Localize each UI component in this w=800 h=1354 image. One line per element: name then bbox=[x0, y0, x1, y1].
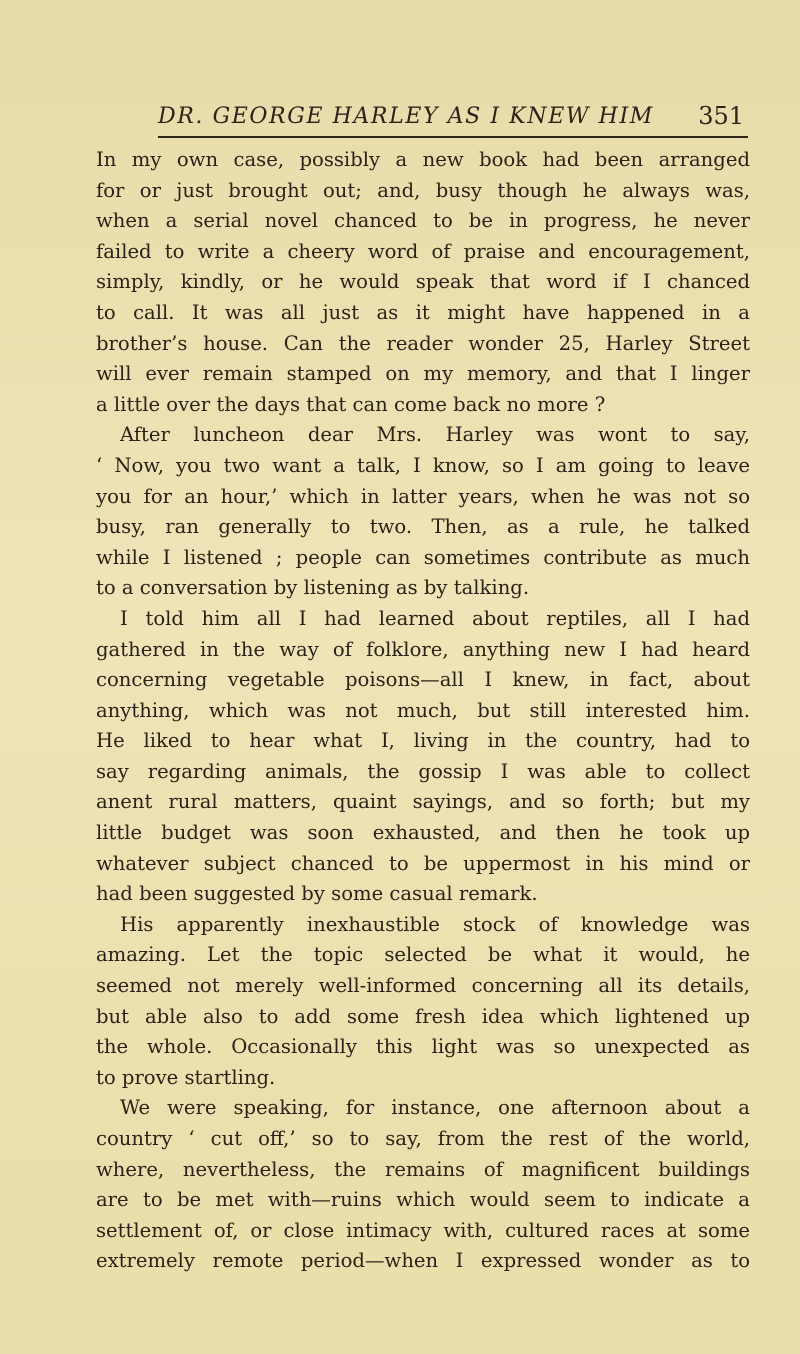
text-line: are to be met with—ruins which would seem to indicate a bbox=[96, 1188, 750, 1212]
text-line: brother’s house. Can the reader wonder 25, Harley Street bbox=[96, 331, 750, 355]
text-line: He liked to hear what I, living in the country, had to bbox=[96, 729, 750, 753]
text-line: simply, kindly, or he would speak that word if I chanced bbox=[96, 270, 750, 294]
text-line: anent rural matters, quaint sayings, and so forth; but my bbox=[96, 790, 750, 814]
text-line: settlement of, or close intimacy with, cultured races at some bbox=[96, 1218, 750, 1242]
text-line: In my own case, possibly a new book had been arranged bbox=[96, 148, 750, 171]
text-line: to call. It was all just as it might have happened in a bbox=[96, 300, 750, 324]
text-line: concerning vegetable poisons—all I knew, in fact, about bbox=[96, 668, 750, 692]
text-line: when a serial novel chanced to be in progress, he never bbox=[96, 209, 750, 233]
text-line: seemed not merely well-informed concerning all its details, bbox=[96, 974, 750, 998]
text-line: say regarding animals, the gossip I was able to collect bbox=[96, 759, 750, 783]
text-line: while I listened ; people can sometimes contribute as much bbox=[96, 545, 750, 569]
text-line: anything, which was not much, but still interested him. bbox=[96, 698, 750, 722]
text-line: gathered in the way of folklore, anything new I had heard bbox=[96, 637, 750, 661]
text-line: a little over the days that can come back no more ? bbox=[96, 392, 606, 416]
text-line: country ‘ cut off,’ so to say, from the rest of the world, bbox=[96, 1127, 750, 1150]
text-line: to prove startling. bbox=[96, 1065, 276, 1089]
text-line: little budget was soon exhausted, and then he took up bbox=[96, 821, 750, 845]
text-line: whatever subject chanced to be uppermost in his mind or bbox=[96, 851, 750, 875]
running-title: DR. GEORGE HARLEY AS I KNEW HIM bbox=[158, 104, 654, 129]
text-line: busy, ran generally to two. Then, as a rule, he talked bbox=[96, 515, 750, 539]
text-line: where, nevertheless, the remains of magnificent buildings bbox=[96, 1157, 750, 1181]
text-line: failed to write a cheery word of praise and encouragement, bbox=[96, 239, 750, 263]
text-line: We were speaking, for instance, one afternoon about a bbox=[120, 1096, 750, 1120]
text-line: extremely remote period—when I expressed wonder as to bbox=[96, 1249, 750, 1273]
text-line: After luncheon dear Mrs. Harley was wont to say, bbox=[120, 423, 750, 447]
text-line: you for an hour,’ which in latter years, when he was not so bbox=[96, 484, 750, 508]
text-line: I told him all I had learned about reptiles, all I had bbox=[120, 606, 750, 630]
text-line: will ever remain stamped on my memory, and that I linger bbox=[96, 362, 750, 386]
text-line: but able also to add some fresh idea which lightened up bbox=[96, 1004, 750, 1028]
text-line: ‘ Now, you two want a talk, I know, so I am going to leave bbox=[96, 453, 750, 477]
text-line: to a conversation by listening as by talking. bbox=[96, 576, 530, 600]
text-line: had been suggested by some casual remark. bbox=[96, 882, 538, 906]
text-line: for or just brought out; and, busy though he always was, bbox=[96, 178, 750, 202]
running-header bbox=[158, 98, 748, 138]
body-text bbox=[96, 145, 750, 1325]
text-line: amazing. Let the topic selected be what it would, he bbox=[96, 943, 750, 967]
text-line: His apparently inexhaustible stock of knowledge was bbox=[120, 912, 750, 936]
text-line: the whole. Occasionally this light was so unexpected as bbox=[96, 1035, 750, 1059]
page-number: 351 bbox=[698, 102, 744, 130]
